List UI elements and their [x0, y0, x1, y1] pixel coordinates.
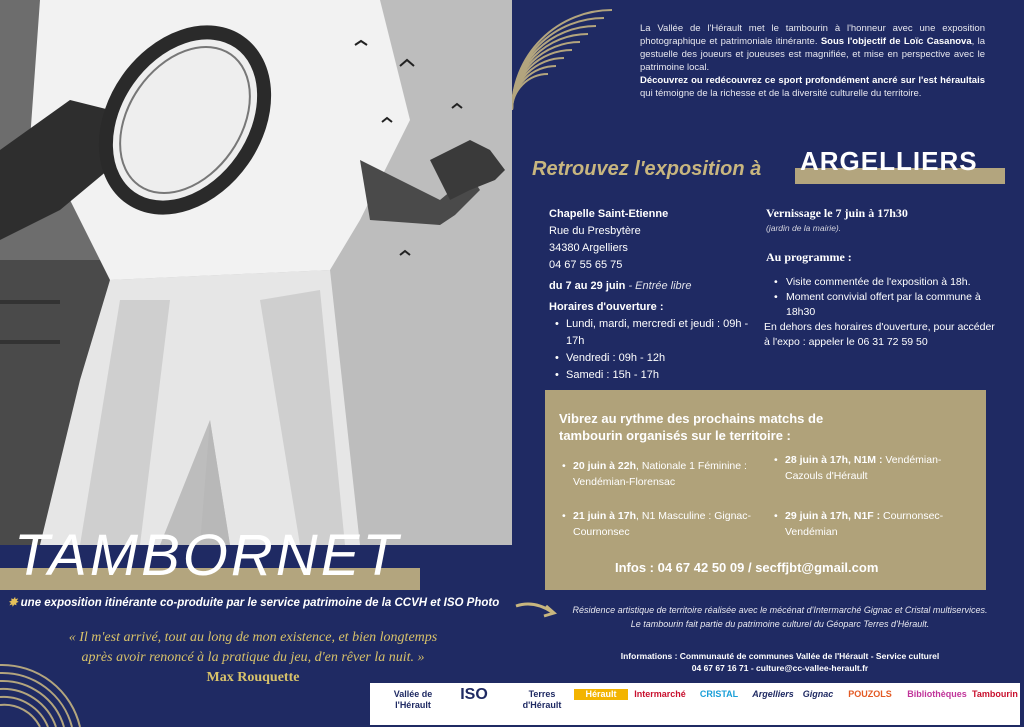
vernissage-info — [766, 206, 996, 350]
contact-info: Informations : Communauté de communes Vallée de l'Hérault - Service culturel 04 67 67 16 71 - culture@cc-vallee-herault.fr — [620, 651, 940, 673]
hours-item: • Vendredi : 09h - 12h — [555, 350, 754, 367]
logo-herault: Hérault — [574, 689, 628, 700]
retrouvez-headline: Retrouvez l'exposition à — [532, 158, 762, 180]
vernissage-title: Vernissage le 7 juin à 17h30 — [766, 206, 908, 220]
logo-gignac: Gignac — [802, 689, 834, 699]
gold-arcs-top — [512, 0, 622, 110]
hours-list — [549, 316, 754, 384]
match-item: • 20 juin à 22h, Nationale 1 Féminine : Vendémian-Florensac — [573, 458, 763, 490]
matches-box — [545, 390, 986, 590]
exhibition-title: TAMBORNET — [14, 523, 401, 588]
partner-logos-bar — [370, 683, 1020, 725]
quote-author: Max Rouquette — [206, 670, 300, 685]
intro-paragraph: La Vallée de l'Hérault met le tambourin à l'honneur avec une exposition photographique et patrimoniale itinérante. Sous l'objectif de Loïc Casanova, la gestuelle des joueurs et joueuses est magnifiée, et mise en perspective avec le patrimoine local. Découvrez ou redécouvrez ce sport profondément ancré sur l'est héraultais qui témoigne de la richesse et de la diversité culturelle du territoire. — [640, 23, 986, 99]
exhibition-subtitle: ✸ une exposition itinérante co-produite par le service patrimoine de la CCVH et ISO Photo — [8, 597, 500, 609]
logo-iso: ISO — [460, 686, 488, 703]
programme-item: • Moment convivial offert par la commune à 18h30 — [774, 290, 996, 320]
programme-title: Au programme : — [766, 250, 852, 264]
arrow-icon — [512, 598, 562, 628]
venue-info — [549, 206, 754, 384]
tambourin-player-photo — [0, 0, 512, 545]
logo-cristal: CRISTAL — [699, 689, 739, 699]
venue-postcode: 34380 Argelliers — [549, 242, 628, 254]
logo-terres-herault: Terres d'Hérault — [522, 689, 562, 710]
match-item: • 21 juin à 17h, N1 Masculine : Gignac-Cournonsec — [573, 508, 763, 540]
logo-bibliotheques: Bibliothèques — [907, 689, 967, 699]
venue-phone: 04 67 55 65 75 — [549, 259, 623, 271]
logo-tambourin: Tambourin — [972, 689, 1018, 699]
star-icon: ✸ — [8, 597, 18, 609]
match-item: • 29 juin à 17h, N1F : Cournonsec-Vendémian — [785, 508, 975, 540]
hours-item: • Lundi, mardi, mercredi et jeudi : 09h - 17h — [555, 316, 754, 350]
hours-title: Horaires d'ouverture : — [549, 301, 664, 313]
logo-vallee-herault: Vallée de l'Hérault — [393, 689, 433, 710]
programme-list — [766, 275, 996, 320]
logo-pouzols: POUZOLS — [848, 689, 892, 699]
venue-street: Rue du Presbytère — [549, 225, 641, 237]
vernissage-note: (jardin de la mairie). — [766, 223, 842, 233]
venue-dates: du 7 au 29 juin - Entrée libre — [549, 280, 692, 292]
logo-intermarche: Intermarché — [634, 689, 686, 699]
residence-note: Résidence artistique de territoire réalisée avec le mécénat d'Intermarché Gignac et Cristal multiservices. Le tambourin fait partie du patrimoine culturel du Géoparc Terres d'Hérault. — [572, 605, 988, 629]
access-note: En dehors des horaires d'ouverture, pour accéder à l'expo : appeler le 06 31 72 59 50 — [764, 321, 995, 348]
hours-item: • Samedi : 15h - 17h — [555, 367, 754, 384]
logo-argelliers: Argelliers — [752, 689, 794, 699]
city-name: ARGELLIERS — [800, 146, 978, 176]
venue-name: Chapelle Saint-Etienne — [549, 208, 669, 220]
programme-item: • Visite commentée de l'exposition à 18h. — [774, 275, 996, 290]
matches-infos: Infos : 04 67 42 50 09 / secffjbt@gmail.com — [615, 560, 879, 575]
matches-title: Vibrez au rythme des prochains matchs de tambourin organisés sur le territoire : — [559, 411, 824, 443]
quote: « Il m'est arrivé, tout au long de mon existence, et bien longtemps après avoir renoncé à la pratique du jeu, d'en rêver la nuit. » — [68, 630, 438, 665]
match-item: • 28 juin à 17h, N1M : Vendémian-Cazouls d'Hérault — [785, 452, 975, 484]
